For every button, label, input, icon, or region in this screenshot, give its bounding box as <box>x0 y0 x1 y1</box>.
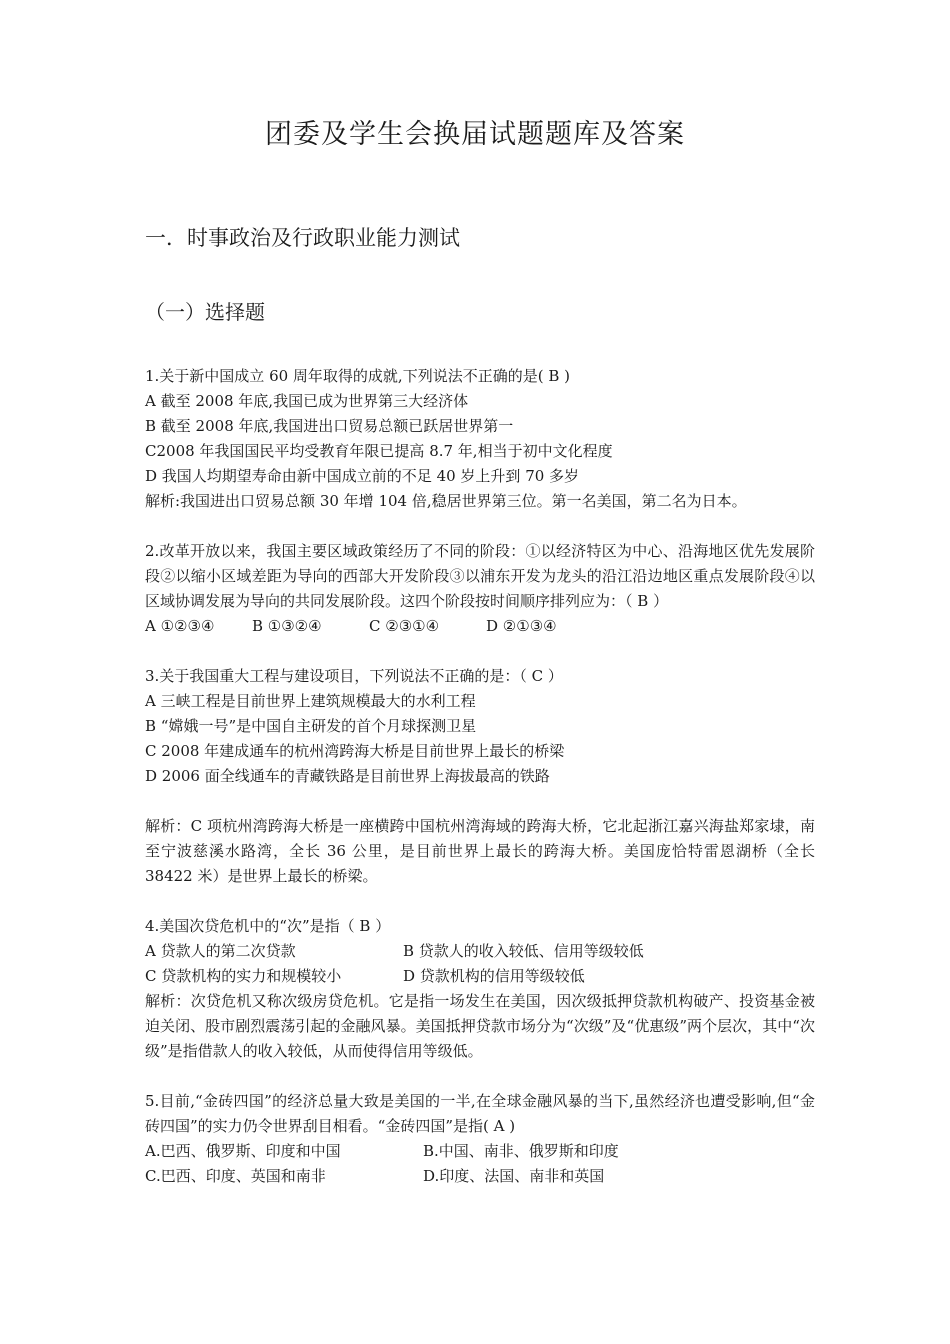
question-5-option-b: B.中国、南非、俄罗斯和印度 <box>423 1142 619 1160</box>
question-1-option-c: C2008 年我国国民平均受教育年限已提高 8.7 年,相当于初中文化程度 <box>145 442 613 460</box>
question-5-options-row-1 <box>145 1139 815 1164</box>
question-1 <box>145 364 815 514</box>
question-5 <box>145 1089 815 1189</box>
question-2-option-d: D ②①③④ <box>486 617 557 635</box>
question-4-stem: 4.美国次贷危机中的“次”是指（ B ） <box>145 917 391 935</box>
question-1-option-b: B 截至 2008 年底,我国进出口贸易总额已跃居世界第一 <box>145 417 514 435</box>
question-5-option-a: A.巴西、俄罗斯、印度和中国 <box>145 1142 341 1160</box>
question-3 <box>145 664 815 889</box>
question-2-option-a: A ①②③④ <box>145 617 215 635</box>
question-3-analysis: 解析：C 项杭州湾跨海大桥是一座横跨中国杭州湾海域的跨海大桥，它北起浙江嘉兴海盐郑家埭，南至宁波慈溪水路湾，全长 36 公里，是目前世界上最长的跨海大桥。美国庞恰特雷恩湖桥（全长 38422 米）是世界上最长的桥梁。 <box>145 817 815 885</box>
question-4-option-d: D 贷款机构的信用等级较低 <box>403 967 585 985</box>
question-4-options-row-2 <box>145 964 815 989</box>
question-2-stem: 2.改革开放以来，我国主要区域政策经历了不同的阶段：①以经济特区为中心、沿海地区优先发展阶段②以缩小区域差距为导向的西部大开发阶段③以浦东开发为龙头的沿江沿边地区重点发展阶段④以区域协调发展为导向的共同发展阶段。这四个阶段按时间顺序排列应为：（ B ） <box>145 542 815 610</box>
question-3-option-c: C 2008 年建成通车的杭州湾跨海大桥是目前世界上最长的桥梁 <box>145 742 565 760</box>
question-3-stem: 3.关于我国重大工程与建设项目，下列说法不正确的是：（ C ） <box>145 667 563 685</box>
question-2-options <box>145 614 815 639</box>
question-5-option-c: C.巴西、印度、英国和南非 <box>145 1167 326 1185</box>
question-1-stem: 1.关于新中国成立 60 周年取得的成就,下列说法不正确的是( B ) <box>145 367 570 385</box>
question-3-option-d: D 2006 面全线通车的青藏铁路是目前世界上海拔最高的铁路 <box>145 767 550 785</box>
question-1-analysis: 解析:我国进出口贸易总额 30 年增 104 倍,稳居世界第三位。第一名美国，第二名为日本。 <box>145 492 747 510</box>
question-4 <box>145 914 815 1064</box>
question-4-option-a: A 贷款人的第二次贷款 <box>145 942 296 960</box>
section-heading: 一．时事政治及行政职业能力测试 <box>145 226 460 250</box>
question-3-option-b: B “嫦娥一号”是中国自主研发的首个月球探测卫星 <box>145 717 477 735</box>
question-4-option-b: B 贷款人的收入较低、信用等级较低 <box>403 942 644 960</box>
question-3-option-a: A 三峡工程是目前世界上建筑规模最大的水利工程 <box>145 692 476 710</box>
document-title: 团委及学生会换届试题题库及答案 <box>265 119 685 150</box>
question-5-options-row-2 <box>145 1164 815 1189</box>
question-1-option-d: D 我国人均期望寿命由新中国成立前的不足 40 岁上升到 70 多岁 <box>145 467 580 485</box>
question-5-stem: 5.目前,“金砖四国”的经济总量大致是美国的一半,在全球金融风暴的当下,虽然经济也遭受影响,但“金砖四国”的实力仍令世界刮目相看。“金砖四国”是指( A ) <box>145 1092 815 1135</box>
question-2-option-c: C ②③①④ <box>369 617 440 635</box>
question-4-option-c: C 贷款机构的实力和规模较小 <box>145 967 342 985</box>
question-2-option-b: B ①③②④ <box>252 617 322 635</box>
questions-body <box>145 364 815 1189</box>
question-4-analysis: 解析：次贷危机又称次级房贷危机。它是指一场发生在美国，因次级抵押贷款机构破产、投资基金被迫关闭、股市剧烈震荡引起的金融风暴。美国抵押贷款市场分为“次级”及“优惠级”两个层次，其中“次级”是指借款人的收入较低，从而使得信用等级低。 <box>145 992 815 1060</box>
question-5-option-d: D.印度、法国、南非和英国 <box>423 1167 605 1185</box>
question-1-option-a: A 截至 2008 年底,我国已成为世界第三大经济体 <box>145 392 469 410</box>
question-4-options-row-1 <box>145 939 815 964</box>
subsection-heading: （一）选择题 <box>145 300 265 324</box>
question-2 <box>145 539 815 639</box>
